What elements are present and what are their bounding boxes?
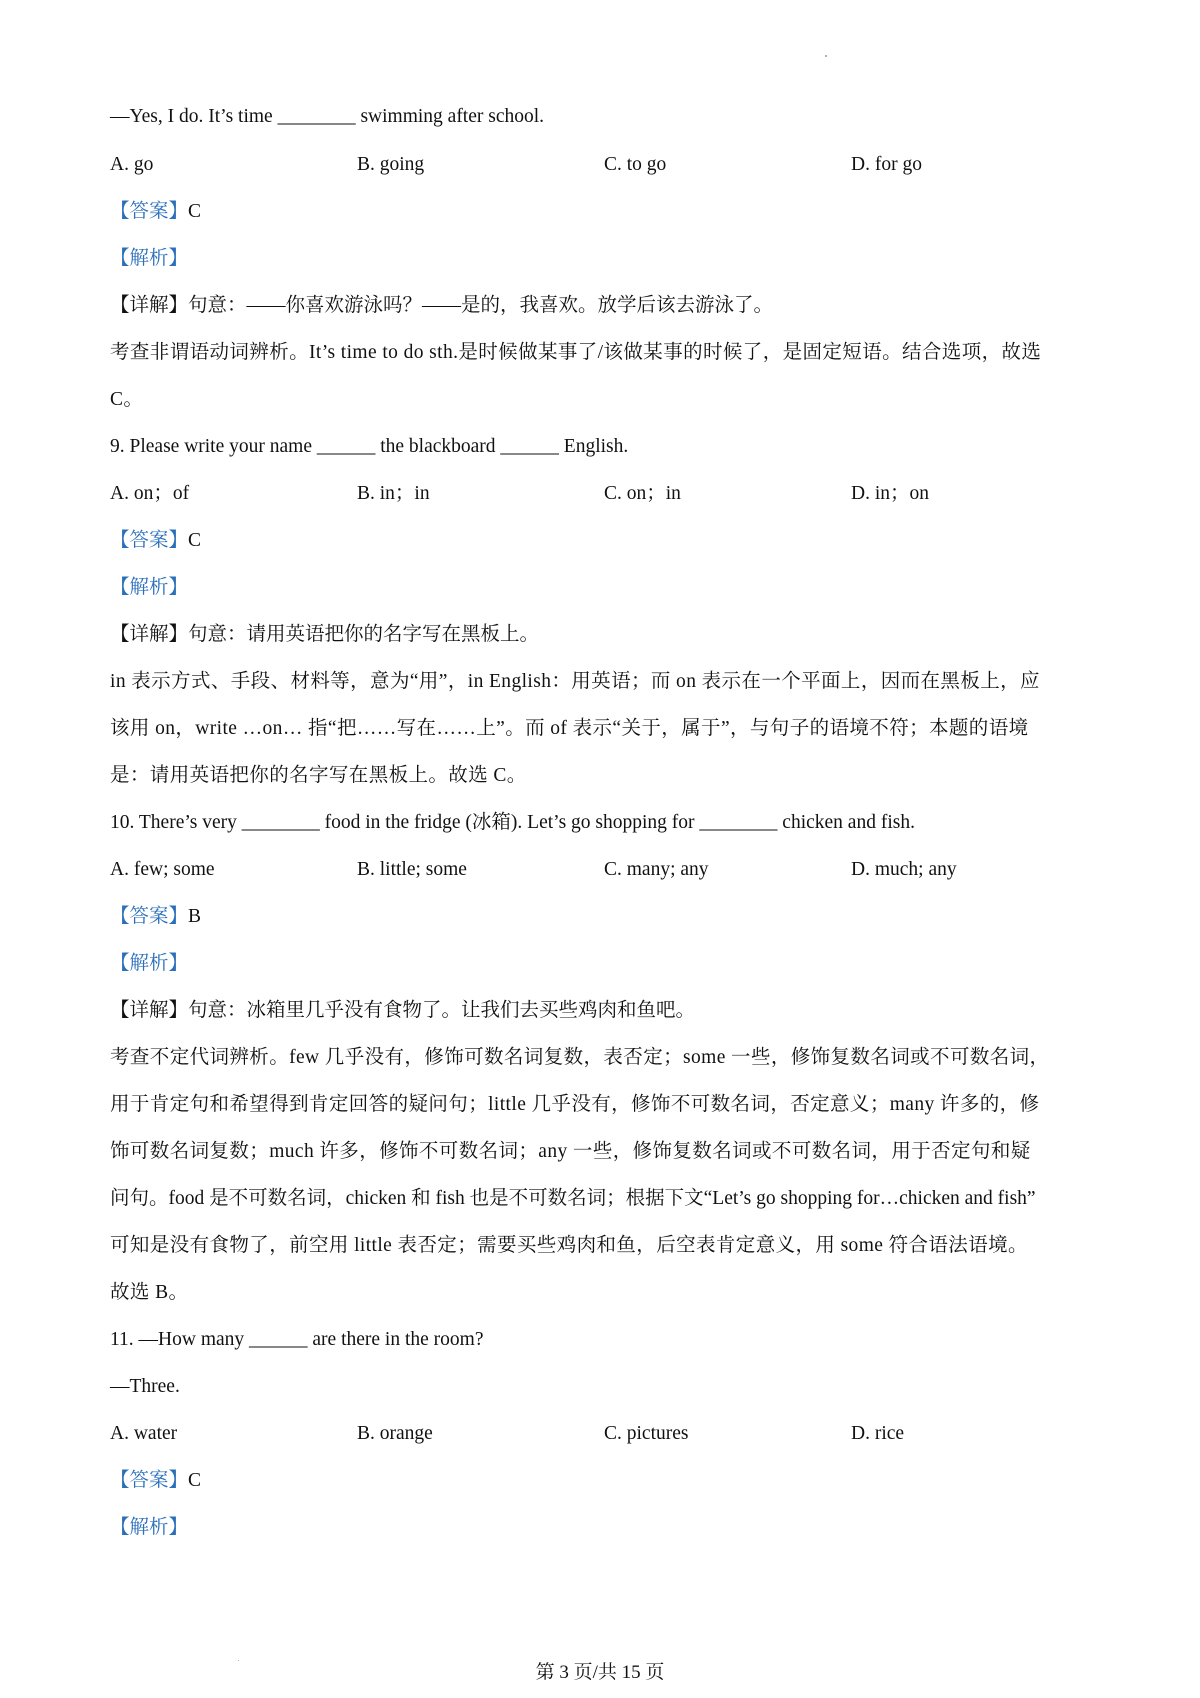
q11-option-d: D. rice [851,1423,905,1444]
answer-tag: 【答案】 [110,1470,189,1491]
q11-option-c: C. pictures [604,1423,689,1444]
page-footer: 第 3 页/共 15 页 [535,1662,665,1683]
q8-option-d: D. for go [851,154,922,175]
answer-value: C [188,530,202,551]
q10-explain-3: 饰可数名词复数；much 许多，修饰不可数名词；any 一些，修饰复数名词或不可数名词，用于否定句和疑 [110,1141,1031,1162]
q8-answer-line: —Yes, I do. It’s time ________ swimming after school. [110,106,545,127]
q8-explain-2: C。 [110,389,144,410]
q8-explain-1: 考查非谓语动词辨析。It’s time to do sth.是时候做某事了/该做某事的时候了，是固定短语。结合选项，故选 [110,342,1042,363]
analysis-tag: 【解析】 [110,1517,189,1538]
q8-option-b: B. going [357,154,425,175]
detail-text: 句意：冰箱里几乎没有食物了。让我们去买些鸡肉和鱼吧。 [188,1000,696,1021]
q10-explain-6: 故选 B。 [110,1282,189,1303]
q8-option-c: C. to go [604,154,667,175]
analysis-tag: 【解析】 [110,577,189,598]
q10-option-b: B. little; some [357,859,467,880]
scan-dot [825,55,827,57]
q9-explain-3: 是：请用英语把你的名字写在黑板上。故选 C。 [110,765,527,786]
q9-answer [110,526,1100,556]
q9-explain-2: 该用 on，write …on… 指“把……写在……上”。而 of 表示“关于，属于”，与句子的语境不符；本题的语境 [110,718,1029,739]
q10-answer [110,902,1100,932]
q11-option-a: A. water [110,1423,178,1444]
q9-question: 9. Please write your name ______ the blackboard ______ English. [110,436,629,457]
answer-value: C [188,201,202,222]
q10-detail [110,996,1100,1026]
q10-explain-4: 问句。food 是不可数名词，chicken 和 fish 也是不可数名词；根据下文“Let’s go shopping for…chicken and fish” [110,1188,1036,1209]
q10-option-c: C. many; any [604,859,709,880]
q9-detail [110,620,1100,650]
q10-explain-1: 考查不定代词辨析。few 几乎没有，修饰可数名词复数，表否定；some 一些，修饰复数名词或不可数名词， [110,1047,1050,1068]
answer-tag: 【答案】 [110,201,189,222]
detail-tag: 【详解】 [110,624,189,645]
q9-option-c: C. on；in [604,483,681,504]
answer-tag: 【答案】 [110,906,189,927]
answer-value: C [188,1470,202,1491]
q11-option-b: B. orange [357,1423,433,1444]
q9-explain-1: in 表示方式、手段、材料等，意为“用”，in English：用英语；而 on 表示在一个平面上，因而在黑板上，应 [110,671,1040,692]
analysis-tag: 【解析】 [110,248,189,269]
q9-option-d: D. in；on [851,483,930,504]
answer-value: B [188,906,202,927]
q10-option-d: D. much; any [851,859,957,880]
q11-question: 11. —How many ______ are there in the room? [110,1329,484,1350]
q10-analysis [110,949,1100,979]
q9-option-b: B. in；in [357,483,430,504]
detail-text: 句意：请用英语把你的名字写在黑板上。 [188,624,540,645]
q8-analysis [110,244,1100,274]
q10-explain-5: 可知是没有食物了，前空用 little 表否定；需要买些鸡肉和鱼，后空表肯定意义，用 some 符合语法语境。 [110,1235,1028,1256]
q9-analysis [110,573,1100,603]
q8-answer [110,197,1100,227]
q8-detail [110,291,1100,321]
q9-option-a: A. on；of [110,483,190,504]
q11-answer [110,1466,1100,1496]
answer-tag: 【答案】 [110,530,189,551]
q11-analysis [110,1513,1100,1543]
analysis-tag: 【解析】 [110,953,189,974]
q8-option-a: A. go [110,154,154,175]
q10-question: 10. There’s very ________ food in the fridge (冰箱). Let’s go shopping for ________ chicken and fish. [110,812,915,833]
q11-reply: —Three. [110,1376,180,1397]
detail-tag: 【详解】 [110,295,189,316]
q10-explain-2: 用于肯定句和希望得到肯定回答的疑问句；little 几乎没有，修饰不可数名词，否定意义；many 许多的，修 [110,1094,1040,1115]
detail-tag: 【详解】 [110,1000,189,1021]
detail-text: 句意：——你喜欢游泳吗？——是的，我喜欢。放学后该去游泳了。 [188,295,774,316]
q10-option-a: A. few; some [110,859,215,880]
